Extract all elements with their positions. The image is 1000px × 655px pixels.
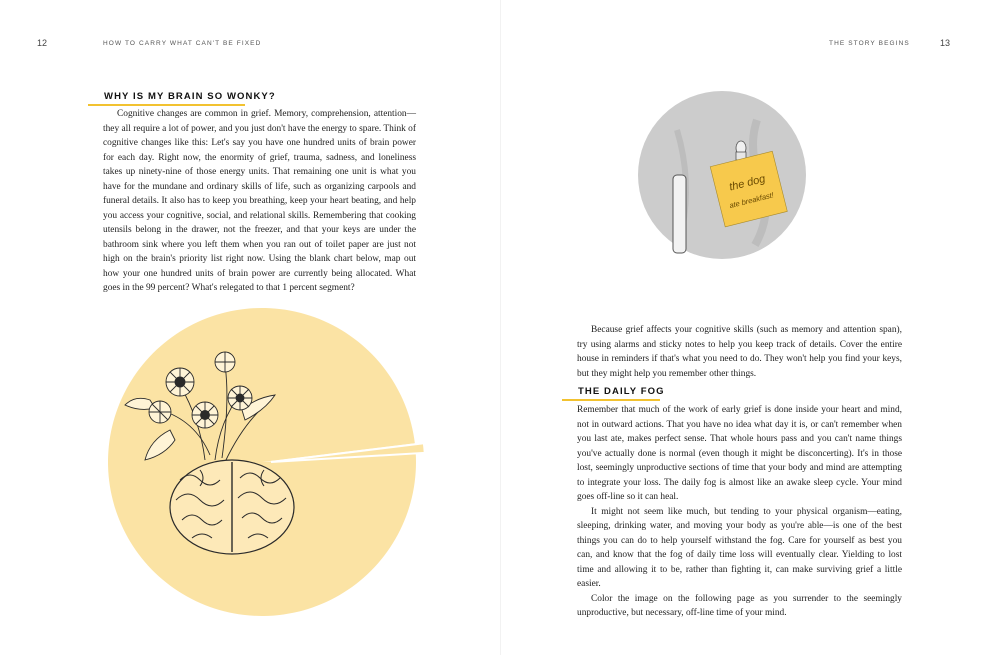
sticky-note-illustration bbox=[637, 90, 807, 260]
fog-paragraph-2: It might not seem like much, but tending to your physical organism—eating, sleeping, drinking water, and moving your body as you're able—is one of the best things you can do to help yourself withstand the fog. Care for yourself as best you can, and know that the fog of daily time loss will eventually clear. Yielding to lost time and allowing it to be, rather than fighting it, can make surviving grief a little easier. bbox=[577, 506, 902, 589]
sticky-note-line-2: ate breakfast! bbox=[728, 190, 775, 211]
fog-heading-rule bbox=[562, 399, 660, 401]
pie-large-segment bbox=[108, 308, 416, 616]
fridge-handle bbox=[673, 175, 686, 253]
reminders-paragraph: Because grief affects your cognitive skills (such as memory and attention span), try using alarms and sticky notes to help you keep track of details. Cover the entire house in reminders if that's what you need to do. They won't help you find your keys, but they might help you remember other things. bbox=[577, 325, 902, 379]
fog-section-heading: THE DAILY FOG bbox=[578, 386, 665, 397]
fog-paragraph-1: Remember that much of the work of early grief is done inside your heart and mind, not in outward actions. That you have no idea what day it is, or can't remember when you last ate, makes perfect sense. That whole hours pass and you can't name things you've actually done is normal (even though it might be disconcerting). It's in those lost, seemingly unproductive sections of time that your body and mind are attempting to integrate your loss. The daily fog is almost like an awake sleep cycle. Your mind goes off-line so it can heal. bbox=[577, 405, 902, 502]
brain-drawing bbox=[170, 460, 294, 554]
spread-gutter bbox=[500, 0, 501, 655]
brain-paragraph: Cognitive changes are common in grief. Memory, comprehension, attention—they all require a lot of power, and you just don't have the energy to spare. Think of cognitive changes like this: Let's say you have one hundred units of brain power for each day. Right now, the enormity of grief, trauma, sadness, and loneliness takes up ninety-nine of those energy units. That remaining one unit is what you have for the mundane and ordinary skills of life, such as organizing carpools and funeral details. It also has to keep you breathing, keep your heart beating, and help you access your cognitive, social, and relational skills. Remembering that cooking utensils belong in the drawer, not the freezer, and that your keys are under the bathroom sink where you left them when you ran out of toilet paper are just not high on the brain's priority list right now. Using the blank chart below, map out how your one hundred units of brain power are currently being allocated. What goes in the 99 percent? What's relegated to that 1 percent segment? bbox=[103, 109, 416, 293]
magnet-icon bbox=[736, 141, 746, 160]
brain-section-heading: WHY IS MY BRAIN SO WONKY? bbox=[104, 91, 276, 102]
fog-paragraph-3: Color the image on the following page as you surrender to the seemingly unproductive, but necessary, off-line time of your mind. bbox=[577, 593, 902, 618]
right-page-number: 13 bbox=[940, 38, 951, 48]
left-running-head: HOW TO CARRY WHAT CAN'T BE FIXED bbox=[103, 40, 262, 47]
fog-body-text bbox=[577, 403, 902, 621]
right-running-head: THE STORY BEGINS bbox=[829, 40, 910, 47]
left-page-number: 12 bbox=[37, 38, 48, 48]
sticky-note-line-1: the dog bbox=[728, 172, 767, 194]
reminders-body-text bbox=[577, 323, 902, 381]
